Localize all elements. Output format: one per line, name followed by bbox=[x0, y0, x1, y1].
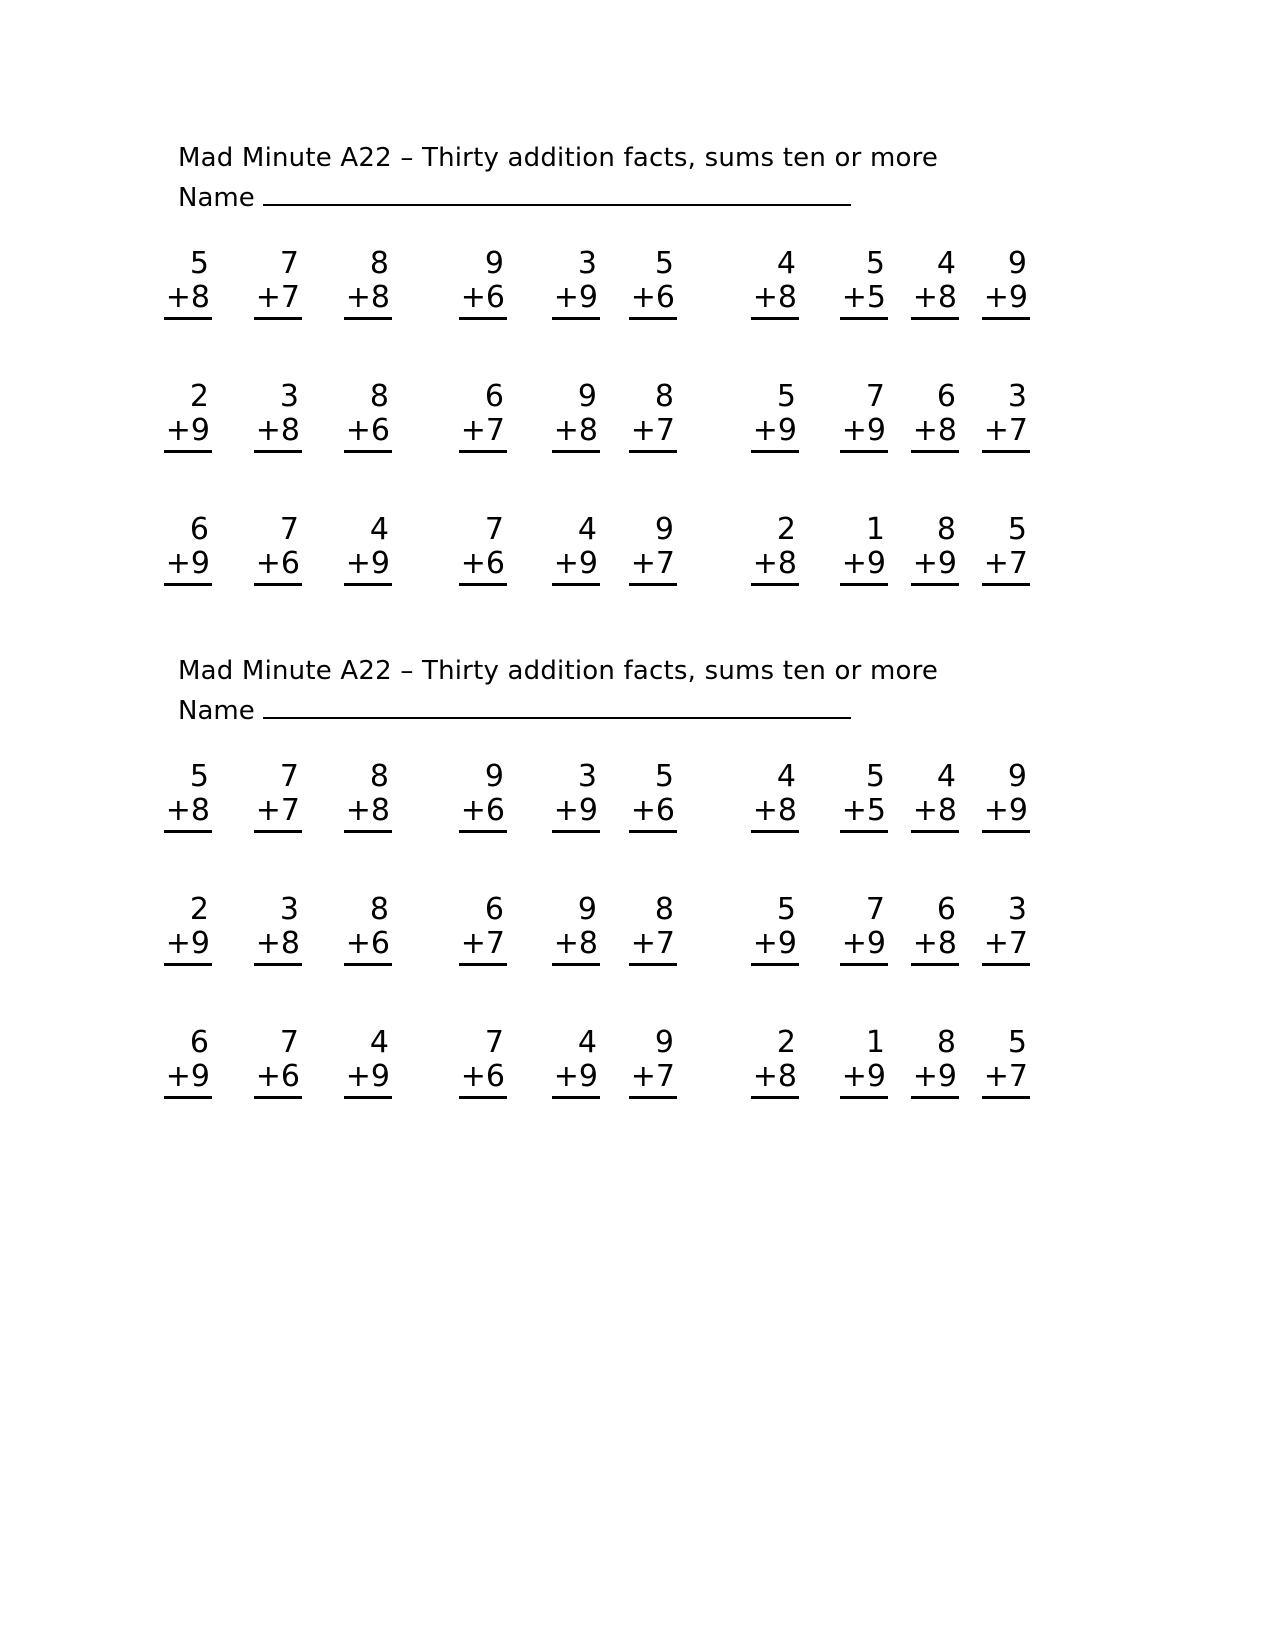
addend-bottom-answer-line: +7 bbox=[629, 927, 677, 966]
addition-problem bbox=[138, 760, 212, 833]
addend-top: 5 bbox=[189, 246, 209, 281]
addend-top: 4 bbox=[936, 759, 956, 794]
addend-top: 8 bbox=[654, 892, 674, 927]
addend-top: 3 bbox=[279, 379, 299, 414]
addend-bottom-answer-line: +9 bbox=[552, 1060, 600, 1099]
addition-problem bbox=[138, 513, 212, 586]
addend-top: 3 bbox=[1007, 892, 1027, 927]
addition-problem bbox=[725, 893, 799, 966]
addend-bottom-answer-line: +6 bbox=[254, 547, 302, 586]
addend-top: 6 bbox=[484, 892, 504, 927]
addend-top: 9 bbox=[484, 246, 504, 281]
addend-top: 9 bbox=[1007, 246, 1027, 281]
addition-problem bbox=[318, 893, 392, 966]
addition-problem bbox=[138, 1026, 212, 1099]
addend-bottom-answer-line: +9 bbox=[751, 927, 799, 966]
addend-bottom-answer-line: +7 bbox=[982, 547, 1030, 586]
addition-problem bbox=[956, 247, 1030, 320]
name-line bbox=[178, 693, 1275, 728]
addend-bottom-answer-line: +9 bbox=[164, 547, 212, 586]
addend-top: 5 bbox=[776, 892, 796, 927]
addend-bottom-answer-line: +5 bbox=[840, 281, 888, 320]
addition-problem bbox=[603, 760, 677, 833]
addend-top: 1 bbox=[865, 1025, 885, 1060]
addition-problem bbox=[526, 893, 600, 966]
addend-top: 4 bbox=[776, 759, 796, 794]
addend-top: 8 bbox=[369, 379, 389, 414]
addend-top: 7 bbox=[865, 892, 885, 927]
name-blank-field[interactable] bbox=[263, 693, 851, 719]
addition-problem bbox=[956, 760, 1030, 833]
addend-bottom-answer-line: +9 bbox=[840, 1060, 888, 1099]
addend-top: 2 bbox=[189, 379, 209, 414]
addend-bottom-answer-line: +6 bbox=[254, 1060, 302, 1099]
addend-top: 8 bbox=[936, 512, 956, 547]
addend-top: 5 bbox=[1007, 512, 1027, 547]
addend-top: 5 bbox=[865, 246, 885, 281]
addend-bottom-answer-line: +8 bbox=[751, 1060, 799, 1099]
problem-row bbox=[0, 247, 1275, 317]
addend-bottom-answer-line: +8 bbox=[911, 794, 959, 833]
addition-problem bbox=[885, 380, 959, 453]
addend-bottom-answer-line: +7 bbox=[982, 1060, 1030, 1099]
addition-problem bbox=[885, 1026, 959, 1099]
addition-problem bbox=[228, 513, 302, 586]
addition-problem bbox=[433, 513, 507, 586]
addition-problem bbox=[228, 893, 302, 966]
addend-bottom-answer-line: +8 bbox=[911, 927, 959, 966]
addition-problem bbox=[318, 380, 392, 453]
addition-problem bbox=[433, 247, 507, 320]
addend-bottom-answer-line: +6 bbox=[344, 414, 392, 453]
addend-top: 3 bbox=[1007, 379, 1027, 414]
addition-problem bbox=[433, 1026, 507, 1099]
addition-problem bbox=[318, 760, 392, 833]
addition-problem bbox=[725, 380, 799, 453]
addition-problem bbox=[228, 380, 302, 453]
addend-top: 9 bbox=[1007, 759, 1027, 794]
addition-problem bbox=[433, 893, 507, 966]
addend-bottom-answer-line: +7 bbox=[254, 281, 302, 320]
addition-problem bbox=[603, 380, 677, 453]
addition-problem bbox=[885, 760, 959, 833]
problem-row bbox=[0, 760, 1275, 830]
addition-problem bbox=[725, 1026, 799, 1099]
addend-bottom-answer-line: +9 bbox=[344, 1060, 392, 1099]
addend-bottom-answer-line: +8 bbox=[751, 547, 799, 586]
addend-top: 6 bbox=[189, 512, 209, 547]
addend-bottom-answer-line: +7 bbox=[254, 794, 302, 833]
addition-problem bbox=[725, 513, 799, 586]
addend-top: 9 bbox=[484, 759, 504, 794]
addition-problem bbox=[603, 893, 677, 966]
addend-top: 9 bbox=[654, 512, 674, 547]
addend-bottom-answer-line: +7 bbox=[629, 414, 677, 453]
addend-top: 8 bbox=[369, 892, 389, 927]
addend-top: 4 bbox=[776, 246, 796, 281]
addend-bottom-answer-line: +6 bbox=[629, 794, 677, 833]
addend-bottom-answer-line: +7 bbox=[982, 927, 1030, 966]
addition-problem bbox=[318, 513, 392, 586]
addend-bottom-answer-line: +9 bbox=[164, 927, 212, 966]
addend-bottom-answer-line: +8 bbox=[751, 281, 799, 320]
addend-bottom-answer-line: +8 bbox=[911, 281, 959, 320]
addend-bottom-answer-line: +9 bbox=[840, 547, 888, 586]
addition-problem bbox=[603, 247, 677, 320]
name-line bbox=[178, 180, 1275, 215]
addend-top: 4 bbox=[369, 1025, 389, 1060]
addend-top: 4 bbox=[936, 246, 956, 281]
addend-bottom-answer-line: +7 bbox=[629, 1060, 677, 1099]
addend-bottom-answer-line: +8 bbox=[911, 414, 959, 453]
addition-problem bbox=[526, 513, 600, 586]
addend-top: 5 bbox=[189, 759, 209, 794]
addend-bottom-answer-line: +6 bbox=[459, 281, 507, 320]
problem-row bbox=[0, 1026, 1275, 1096]
addition-problem bbox=[814, 1026, 888, 1099]
addend-top: 5 bbox=[654, 246, 674, 281]
addition-problem bbox=[814, 247, 888, 320]
addend-bottom-answer-line: +6 bbox=[459, 547, 507, 586]
addend-bottom-answer-line: +9 bbox=[344, 547, 392, 586]
addend-bottom-answer-line: +9 bbox=[911, 547, 959, 586]
name-label: Name bbox=[178, 183, 255, 213]
addend-top: 9 bbox=[577, 892, 597, 927]
addend-bottom-answer-line: +8 bbox=[344, 794, 392, 833]
addend-top: 6 bbox=[936, 892, 956, 927]
addend-top: 8 bbox=[369, 246, 389, 281]
addition-problem bbox=[956, 893, 1030, 966]
addend-bottom-answer-line: +9 bbox=[982, 794, 1030, 833]
addend-top: 5 bbox=[654, 759, 674, 794]
addition-problem bbox=[956, 513, 1030, 586]
addend-bottom-answer-line: +5 bbox=[840, 794, 888, 833]
addend-bottom-answer-line: +6 bbox=[344, 927, 392, 966]
addition-problem bbox=[228, 247, 302, 320]
addend-top: 2 bbox=[776, 1025, 796, 1060]
addend-bottom-answer-line: +8 bbox=[552, 414, 600, 453]
addend-bottom-answer-line: +9 bbox=[840, 414, 888, 453]
addend-bottom-answer-line: +8 bbox=[254, 927, 302, 966]
addition-problem bbox=[138, 380, 212, 453]
addition-problem bbox=[526, 380, 600, 453]
addend-top: 3 bbox=[577, 246, 597, 281]
addition-problem bbox=[956, 1026, 1030, 1099]
worksheet-section-top bbox=[0, 142, 1275, 583]
addend-bottom-answer-line: +6 bbox=[459, 1060, 507, 1099]
problem-row bbox=[0, 380, 1275, 450]
addend-top: 8 bbox=[654, 379, 674, 414]
addend-top: 5 bbox=[1007, 1025, 1027, 1060]
addition-problem bbox=[814, 893, 888, 966]
addition-problem bbox=[603, 1026, 677, 1099]
worksheet-title: Mad Minute A22 – Thirty addition facts, sums ten or more bbox=[178, 143, 939, 173]
name-blank-field[interactable] bbox=[263, 180, 851, 206]
addend-top: 4 bbox=[577, 512, 597, 547]
addend-bottom-answer-line: +9 bbox=[552, 794, 600, 833]
problem-row bbox=[0, 893, 1275, 963]
addend-bottom-answer-line: +8 bbox=[751, 794, 799, 833]
addition-problem bbox=[433, 760, 507, 833]
addend-bottom-answer-line: +9 bbox=[840, 927, 888, 966]
addition-problem bbox=[814, 513, 888, 586]
addend-bottom-answer-line: +9 bbox=[164, 1060, 212, 1099]
addend-bottom-answer-line: +9 bbox=[982, 281, 1030, 320]
addend-bottom-answer-line: +9 bbox=[552, 547, 600, 586]
addend-top: 2 bbox=[189, 892, 209, 927]
addend-bottom-answer-line: +9 bbox=[751, 414, 799, 453]
addition-problem bbox=[725, 760, 799, 833]
addition-problem bbox=[603, 513, 677, 586]
worksheet-section-bottom bbox=[0, 655, 1275, 1096]
addition-problem bbox=[956, 380, 1030, 453]
addend-top: 6 bbox=[936, 379, 956, 414]
addend-bottom-answer-line: +9 bbox=[911, 1060, 959, 1099]
addend-top: 4 bbox=[577, 1025, 597, 1060]
addend-bottom-answer-line: +7 bbox=[459, 927, 507, 966]
addend-top: 7 bbox=[279, 1025, 299, 1060]
addend-bottom-answer-line: +7 bbox=[459, 414, 507, 453]
addend-bottom-answer-line: +6 bbox=[629, 281, 677, 320]
addition-problem bbox=[138, 893, 212, 966]
addend-bottom-answer-line: +8 bbox=[344, 281, 392, 320]
addend-bottom-answer-line: +9 bbox=[552, 281, 600, 320]
addition-problem bbox=[318, 247, 392, 320]
addend-top: 7 bbox=[279, 759, 299, 794]
addend-bottom-answer-line: +9 bbox=[164, 414, 212, 453]
addition-problem bbox=[228, 1026, 302, 1099]
addend-top: 6 bbox=[189, 1025, 209, 1060]
addend-top: 6 bbox=[484, 379, 504, 414]
addend-top: 1 bbox=[865, 512, 885, 547]
addend-top: 7 bbox=[279, 512, 299, 547]
addend-bottom-answer-line: +7 bbox=[629, 547, 677, 586]
addend-top: 8 bbox=[369, 759, 389, 794]
addition-problem bbox=[138, 247, 212, 320]
name-label: Name bbox=[178, 696, 255, 726]
worksheet-title: Mad Minute A22 – Thirty addition facts, sums ten or more bbox=[178, 656, 939, 686]
addend-top: 7 bbox=[865, 379, 885, 414]
addition-problem bbox=[526, 247, 600, 320]
addend-top: 5 bbox=[865, 759, 885, 794]
addition-problem bbox=[885, 893, 959, 966]
addition-problem bbox=[228, 760, 302, 833]
addend-top: 7 bbox=[484, 1025, 504, 1060]
addend-bottom-answer-line: +8 bbox=[254, 414, 302, 453]
addend-top: 3 bbox=[279, 892, 299, 927]
addend-bottom-answer-line: +7 bbox=[982, 414, 1030, 453]
addition-problem bbox=[814, 760, 888, 833]
addition-problem bbox=[526, 760, 600, 833]
addend-bottom-answer-line: +8 bbox=[164, 794, 212, 833]
addition-problem bbox=[318, 1026, 392, 1099]
addition-problem bbox=[526, 1026, 600, 1099]
addend-top: 2 bbox=[776, 512, 796, 547]
addition-problem bbox=[885, 247, 959, 320]
problem-rows bbox=[0, 247, 1275, 583]
addition-problem bbox=[885, 513, 959, 586]
addend-top: 9 bbox=[577, 379, 597, 414]
addition-problem bbox=[433, 380, 507, 453]
problem-rows bbox=[0, 760, 1275, 1096]
addend-top: 4 bbox=[369, 512, 389, 547]
addend-top: 9 bbox=[654, 1025, 674, 1060]
addend-top: 5 bbox=[776, 379, 796, 414]
addition-problem bbox=[725, 247, 799, 320]
addend-bottom-answer-line: +8 bbox=[552, 927, 600, 966]
addend-top: 8 bbox=[936, 1025, 956, 1060]
problem-row bbox=[0, 513, 1275, 583]
addend-top: 3 bbox=[577, 759, 597, 794]
addend-top: 7 bbox=[484, 512, 504, 547]
addend-bottom-answer-line: +6 bbox=[459, 794, 507, 833]
addend-bottom-answer-line: +8 bbox=[164, 281, 212, 320]
addition-problem bbox=[814, 380, 888, 453]
addend-top: 7 bbox=[279, 246, 299, 281]
